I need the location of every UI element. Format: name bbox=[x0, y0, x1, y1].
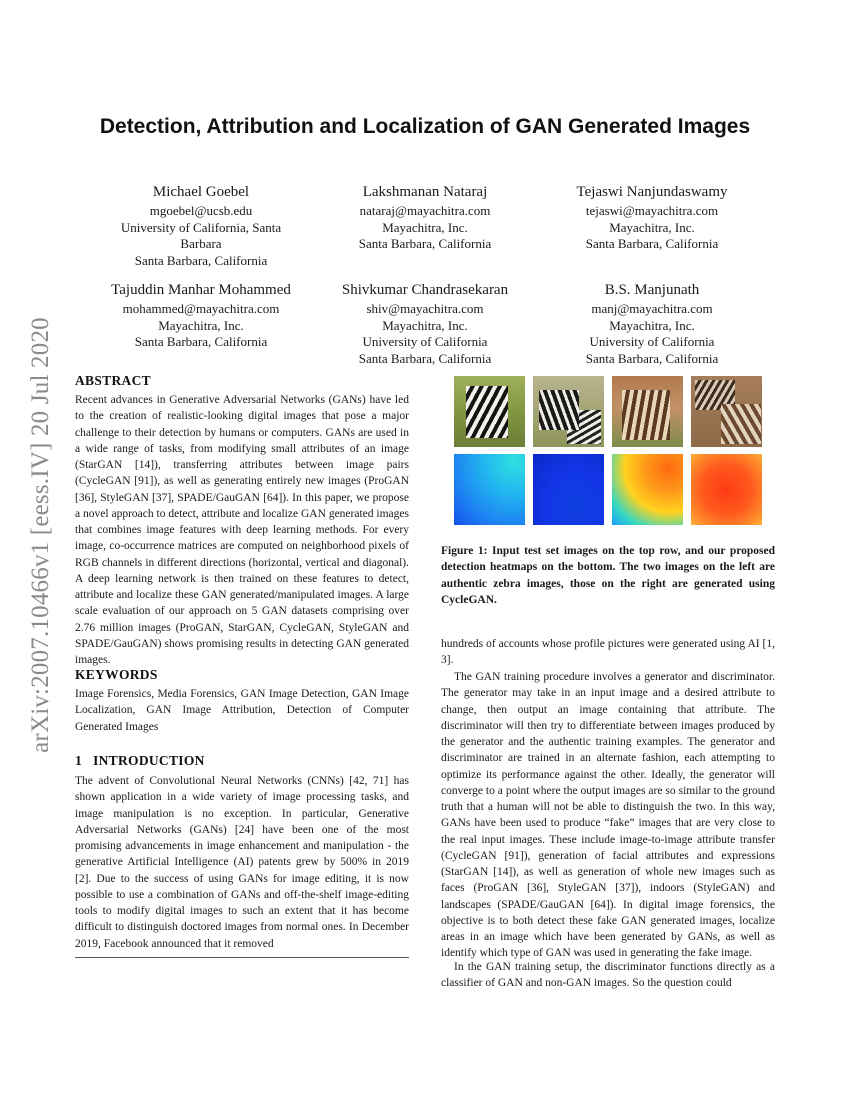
author-affil: Mayachitra, Inc. bbox=[609, 317, 695, 333]
heatmap-generated-2 bbox=[691, 454, 762, 525]
right-paragraph-2: The GAN training procedure involves a generator and discriminator. The generator may take in an input image and a desired attribute to change, then output an image containing that attribute. The discriminator will then try to differentiate between images produced by the generator and the authentic training examples. The generator and discriminator are trained in an alternate fashion, each attempting to optimize its performance against the other. Ideally, the generator will converge to a point where the output images are so similar to the ground truth that a human will not be able to distinguish the two. In this way, GANs have been used to produce “fake” images that are very close to the real input images. These include image-to-image attribute transfer (CycleGAN [91]), generation of facial attributes and expressions (StarGAN [14]), as well as generation of whole new images such as faces (ProGAN [36], StyleGAN [37]), indoors (StyleGAN) and landscapes (SPADE/GauGAN [64]). In digital image forensics, the objective is to both detect these fake GAN generated images, localize areas in an image which have been generated by GANs, as well as identify which type of GAN was used in generating the fake image. bbox=[441, 671, 775, 960]
author-block-5 bbox=[310, 281, 540, 367]
author-affil: Santa Barbara, California bbox=[134, 252, 268, 268]
author-affil: Mayachitra, Inc. bbox=[382, 317, 468, 333]
author-email: shiv@mayachitra.com bbox=[366, 301, 484, 316]
input-image-generated-1 bbox=[612, 376, 683, 447]
author-email: manj@mayachitra.com bbox=[591, 301, 713, 316]
author-block-3 bbox=[541, 183, 763, 253]
author-name: Tejaswi Nanjundaswamy bbox=[576, 184, 728, 200]
author-name: Michael Goebel bbox=[152, 184, 250, 200]
author-email: tejaswi@mayachitra.com bbox=[585, 203, 719, 218]
input-image-authentic-1 bbox=[454, 376, 525, 447]
input-image-generated-2 bbox=[691, 376, 762, 447]
author-block-6 bbox=[541, 281, 763, 367]
heatmap-generated-1 bbox=[612, 454, 683, 525]
author-name: Shivkumar Chandrasekaran bbox=[341, 282, 509, 298]
right-paragraph-1: hundreds of accounts whose profile pictures were generated using AI [1, 3]. bbox=[441, 638, 775, 667]
paper-title: Detection, Attribution and Localization of GAN Generated Images bbox=[99, 115, 751, 138]
keywords-text: Image Forensics, Media Forensics, GAN Image Detection, GAN Image Localization, GAN Image Attribution, Detection of Computer Generated Images bbox=[75, 688, 409, 733]
author-affil: Mayachitra, Inc. bbox=[382, 219, 468, 235]
author-email: mgoebel@ucsb.edu bbox=[149, 203, 253, 218]
author-affil: University of California bbox=[362, 334, 488, 349]
author-affil: Santa Barbara, California bbox=[358, 350, 492, 366]
author-affil: Santa Barbara, California bbox=[134, 334, 268, 349]
author-email: mohammed@mayachitra.com bbox=[122, 301, 280, 316]
intro-heading: 1 INTRODUCTION bbox=[75, 753, 205, 768]
author-affil: University of California bbox=[589, 334, 715, 349]
arxiv-stamp bbox=[26, 300, 56, 770]
abstract-text: Recent advances in Generative Adversarial Networks (GANs) have led to the creation of realistic-looking digital images that pose a major challenge to their detection by humans or computers. GANs are used in a wide range of tasks, from modifying small attributes of an image (StarGAN [14]), transferring attributes between image pairs (CycleGAN [91]), as well as generating entirely new images (ProGAN [36], StyleGAN [37], SPADE/GauGAN [64]). In this paper, we propose a novel approach to detect, attribute and localize GAN generated images that combines image features with deep learning methods. For every image, co-occurrence matrices are computed on neighborhood pixels of RGB channels in different directions (horizontal, vertical and diagonal). A deep learning network is then trained on these features to detect, attribute and localize these GAN generated/manipulated images. A large scale evaluation of our approach on 5 GAN datasets comprising over 2.76 million images (ProGAN, StarGAN, CycleGAN, StyleGAN and SPADE/GauGAN) shows promising results in detecting GAN generated images. bbox=[75, 394, 409, 666]
author-name: B.S. Manjunath bbox=[604, 282, 700, 298]
right-paragraph-3: In the GAN training setup, the discriminator functions directly as a classifier of GAN and non-GAN images. So the question could bbox=[441, 961, 775, 990]
heatmap-authentic-1 bbox=[454, 454, 525, 525]
author-name: Tajuddin Manhar Mohammed bbox=[111, 282, 291, 298]
footnote-rule bbox=[75, 957, 409, 958]
author-affil: Barbara bbox=[180, 236, 222, 251]
author-affil: Santa Barbara, California bbox=[585, 236, 719, 251]
author-affil: Mayachitra, Inc. bbox=[158, 317, 244, 333]
keywords-heading: KEYWORDS bbox=[75, 667, 158, 682]
author-email: nataraj@mayachitra.com bbox=[359, 203, 491, 218]
arxiv-stamp-text: arXiv:2007.10466v1 [eess.IV] 20 Jul 2020 bbox=[27, 317, 55, 753]
author-affil: Santa Barbara, California bbox=[358, 236, 492, 251]
input-image-authentic-2 bbox=[533, 376, 604, 447]
author-affil: Mayachitra, Inc. bbox=[609, 219, 695, 235]
abstract-heading: ABSTRACT bbox=[75, 373, 151, 388]
figure-caption: Figure 1: Input test set images on the top row, and our proposed detection heatmaps on the bottom. The two images on the left are authentic zebra images, those on the right are generated using CycleGAN. bbox=[441, 545, 775, 606]
author-affil: University of California, Santa bbox=[120, 219, 282, 235]
author-block-4 bbox=[86, 281, 316, 351]
intro-text: The advent of Convolutional Neural Networks (CNNs) [42, 71] has shown application in a wide variety of image processing tasks, and image manipulation is no exception. In particular, Generative Adversarial Networks (GANs) [24] have been one of the most promising advancements in image enhancement and manipulation - the generative Artificial Intelligence (AI) patents grew by 500% in 2019 [2]. Due to the success of using GANs for image editing, it is now possible to use a combination of GANs and off-the-shelf image-editing tools to modify digital images to such an extent that it has become difficult to distinguish doctored images from normal ones. In December 2019, Facebook announced that it removed bbox=[75, 775, 409, 950]
author-affil: Santa Barbara, California bbox=[585, 350, 719, 366]
heatmap-authentic-2 bbox=[533, 454, 604, 525]
author-block-2 bbox=[314, 183, 536, 253]
author-name: Lakshmanan Nataraj bbox=[362, 184, 488, 200]
author-block-1 bbox=[90, 183, 312, 269]
